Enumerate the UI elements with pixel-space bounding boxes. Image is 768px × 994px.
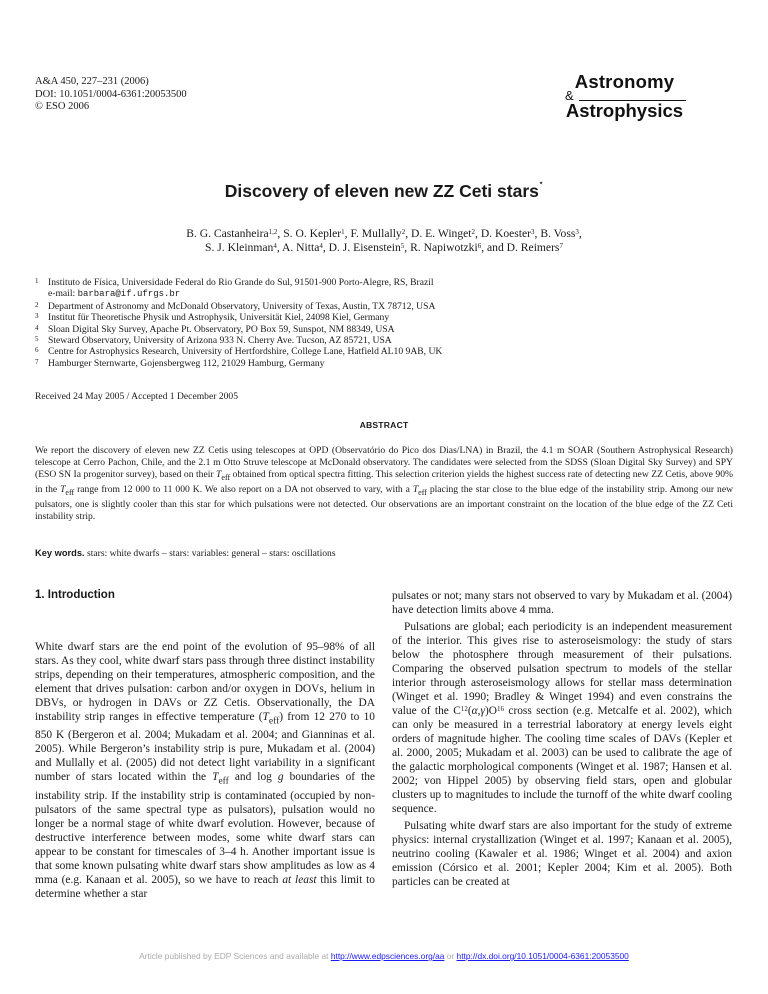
section-heading-introduction: 1. Introduction (35, 589, 115, 601)
affiliation-number: 1 (35, 277, 39, 285)
affiliation (35, 301, 735, 312)
author-affiliation-mark: 1 (341, 228, 345, 236)
received-date: Received 24 May 2005 / Accepted 1 December 2005 (35, 391, 239, 402)
author-affiliation-mark: 3 (575, 228, 579, 236)
affiliation-text: Department of Astronomy and McDonald Observatory, University of Texas, Austin, TX 78712, USA (48, 300, 436, 312)
keywords-label: Key words. (35, 548, 85, 558)
affiliation (35, 324, 735, 335)
author-affiliation-mark: 1,2 (268, 228, 278, 236)
author-affiliation-mark: 4 (319, 242, 323, 250)
author-separator: , (344, 227, 351, 240)
author-separator: , (404, 241, 411, 254)
author-separator: , (322, 241, 329, 254)
author-affiliation-mark: 5 (400, 242, 405, 250)
affiliation (35, 288, 735, 300)
author-affiliation-mark: 2 (471, 228, 476, 236)
footer-prefix: Article published by EDP Sciences and available at (139, 951, 331, 961)
author-separator: , (578, 227, 582, 240)
affiliation (35, 312, 735, 323)
author-name: D. Reimers (506, 241, 560, 254)
keywords-list: stars: white dwarfs – stars: variables: general – stars: oscillations (87, 548, 336, 559)
affiliation-number: 4 (35, 323, 39, 332)
author-name: B. Voss (540, 227, 576, 240)
affiliation-text: Institut für Theoretische Physik und Astrophysik, Universität Kiel, 24098 Kiel, Germany (48, 312, 390, 324)
affiliation (35, 277, 735, 288)
intro-paragraph-continued: pulsates or not; many stars not observed to vary by Mukadam et al. (2004) have detection limits above 4 mma. (392, 590, 732, 616)
affiliation-number: 3 (35, 312, 39, 321)
author-affiliation-mark: 4 (273, 242, 277, 250)
title-footnote-mark: ⋆ (538, 180, 544, 187)
logo-astrophysics: Astrophysics (565, 100, 684, 121)
left-column (35, 640, 375, 901)
right-column (392, 589, 732, 889)
affiliation-text: Centre for Astrophysics Research, University of Hertfordshire, College Lane, Hatfield AL10 9AB, UK (48, 346, 443, 358)
author-name: B. G. Castanheira (186, 227, 269, 240)
affiliation-list (35, 277, 735, 369)
intro-paragraph-3: Pulsating white dwarf stars are also important for the study of extreme physics: internal crystallization (Winget et al. 1997; Kanaan et al. 2005), neutrino cooling (Kawaler et al. 1986; Winget et al. 2004) and axion emission (Córsico et al. 2001; Kepler 2004; Kim et al. 2005). Both particles can be created at (392, 820, 732, 888)
author-name: D. Koester (480, 227, 532, 240)
journal-header (35, 76, 187, 114)
affiliation-text: Hamburger Sternwarte, Gojensbergweg 112, 21029 Hamburg, Germany (48, 357, 325, 369)
affiliation-text: Instituto de Física, Universidade Federal do Rio Grande do Sul, 91501-900 Porto-Alegre, RS, Brazil (48, 277, 434, 288)
author-separator: , (405, 227, 412, 240)
footer (0, 951, 768, 961)
affiliation-text: Sloan Digital Sky Survey, Apache Pt. Observatory, PO Box 59, Sunspot, NM 88349, USA (48, 323, 395, 335)
footer-middle: or (444, 951, 457, 961)
author-affiliation-mark: 3 (531, 228, 535, 236)
author-list (60, 227, 708, 255)
author-name: S. J. Kleinman (205, 241, 274, 254)
journal-logo (557, 72, 692, 121)
affiliation-text: e-mail: (48, 288, 78, 300)
affiliation-number: 2 (35, 300, 39, 309)
author-name: R. Napiwotzki (410, 241, 478, 254)
author-affiliation-mark: 2 (401, 228, 406, 236)
author-separator: , (276, 241, 282, 254)
paper-title-text: Discovery of eleven new ZZ Ceti stars (224, 181, 539, 201)
copyright: © ESO 2006 (35, 101, 90, 112)
paper-title (0, 181, 768, 202)
intro-paragraph-1: White dwarf stars are the end point of the evolution of 95–98% of all stars. As they cool, white dwarf stars pass through three distinct instability strips, depending on their temperatures, atmospheric composition, and the element that drives pulsation: carbon and/or oxygen in DOVs, helium in DBVs, or hydrogen in DAVs or ZZ Cetis. Observationally, the DA instability strip ranges in effective temperature $(T_{eff})$ from 12 270 to 10 850 K (Bergeron et al. 2004; Mukadam et al. 2004; and Gianninas et al. 2005). While Bergeron’s instability strip is pure, Mukadam et al. (2004) and Mullally et al. (2005) did not detect light variability in a significant number of stars located within the $T_{eff}$ and log g boundaries of the instability strip. If the instability strip is contaminated (occupied by non-pulsators of the same spectral type as pulsators), pulsation would no longer be a normal stage of white dwarf evolution. However, because of destructive interference between modes, some white dwarf stars can appear to be constant for timescales of 3–4 h. Another important issue is that some known pulsating white dwarf stars show amplitudes as low as 4 mma (e.g. Kanaan et al. 2005), so we have to reach at least this limit to determine whether a star (35, 641, 375, 900)
abstract-text: We report the discovery of eleven new ZZ Cetis using telescopes at OPD (Observatório do Pico dos Dias/LNA) in Brazil, the 4.1 m SOAR (Southern Astrophysical Research) telescope at Cerro Pachon, Chile, and the 2.1 m Otto Struve telescope at McDonald observatory. The candidates were selected from the SDSS (Sloan Digital Sky Survey) and SPY (ESO SN Ia progenitor survey), based on their $T_{eff}$ obtained from optical spectra fitting. This selection criterion yields the highest success rate of detecting new ZZ Cetis, above 90% in the $T_{eff}$ range from 12 000 to 11 000 K. We also report on a DA not observed to vary, with a $T_{eff}$ placing the star close to the blue edge of the instability strip. Among our new pulsators, one is slightly cooler than this star for which pulsations were not detected. Our observations are an important constraint on the location of the blue edge of the ZZ Ceti instability strip. (35, 445, 734, 522)
affiliation-text: Steward Observatory, University of Arizona 933 N. Cherry Ave. Tucson, AZ 85721, USA (48, 335, 392, 347)
author-separator: , (534, 227, 541, 240)
abstract-heading: ABSTRACT (359, 420, 409, 430)
author-name: D. E. Winget (411, 227, 472, 240)
affiliation-number: 5 (35, 335, 39, 344)
email-address[interactable]: barbara@if.ufrgs.br (77, 289, 181, 300)
footer-link-aa[interactable]: http://www.edpsciences.org/aa (330, 951, 445, 961)
affiliation-number: 6 (35, 346, 39, 355)
author-name: D. J. Eisenstein (328, 241, 401, 254)
affiliation (35, 358, 735, 369)
logo-ampersand: & (565, 88, 574, 103)
journal-reference: A&A 450, 227–231 (2006) (35, 76, 149, 87)
author-separator: , and (481, 241, 507, 254)
author-name: F. Mullally (350, 227, 402, 240)
logo-astronomy: Astronomy (574, 71, 675, 92)
keywords (35, 548, 733, 559)
author-separator: , (475, 227, 481, 240)
affiliation-number: 7 (35, 357, 39, 366)
author-name: A. Nitta (281, 241, 320, 254)
author-separator: , (277, 227, 284, 240)
footer-link-doi[interactable]: http://dx.doi.org/10.1051/0004-6361:20053500 (456, 951, 629, 961)
affiliation (35, 335, 735, 346)
author-affiliation-mark: 6 (477, 242, 482, 250)
author-affiliation-mark: 7 (559, 242, 563, 250)
affiliation (35, 346, 735, 357)
intro-paragraph-2: Pulsations are global; each periodicity is an independent measurement of the interior. This gives rise to asteroseismology: the study of stars below the photosphere through measurement of their pulsations. Comparing the observed pulsation spectrum to models of the stellar interior through asteroseismology allows for stellar mass determination (Winget et al. 1990; Bradley & Winget 1994) and even constrains the value of the $C^{12}(\alpha,\gamma)O^{16}$ cross section (e.g. Metcalfe et al. 2002), which can only be measured in a terrestrial laboratory at energy levels eight orders of magnitude higher. The cooling time scales of DAVs (Kepler et al. 2000, 2005; Mukadam et al. 2003) can be used to calibrate the age of the galactic morphological components (Winget et al. 1987; Hansen et al. 2002; von Hippel 2005) by observing field stars, open and globular clusters up to magnitudes to include the turnoff of the white dwarf cooling sequence. (392, 621, 732, 815)
doi: DOI: 10.1051/0004-6361:20053500 (35, 88, 187, 100)
author-name: S. O. Kepler (283, 227, 342, 240)
